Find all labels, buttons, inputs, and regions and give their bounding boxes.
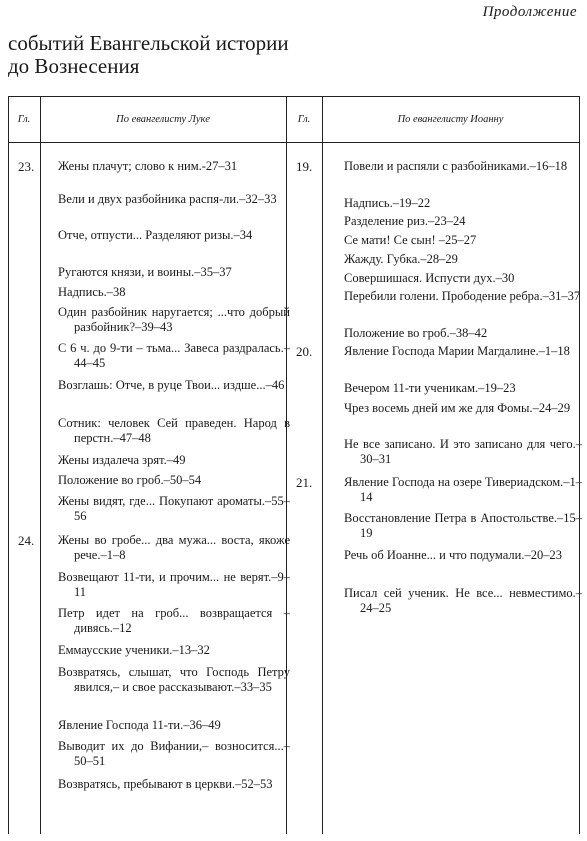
table-divider-ch1 [40, 97, 41, 834]
chapter-number: 24. [18, 533, 35, 548]
luke-entry: Жены издалеча зрят.–49 [58, 453, 186, 467]
luke-entry: Жены видят, где... Покупают ароматы.–55–56 [58, 494, 290, 523]
john-entry: Се мати! Се сын! –25–27 [344, 233, 477, 247]
john-entry: Восстановление Петра в Апостольстве.–15–19 [344, 511, 582, 540]
luke-entry: Отче, отпусти... Разделяют ризы.–34 [58, 228, 253, 242]
chapter-number: 21. [296, 475, 313, 490]
header-chapter-luke: Гл. [17, 114, 31, 125]
john-entry: Речь об Иоанне... и что подумали.–20–23 [344, 548, 562, 562]
john-entry: Совершишася. Испусти дух.–30 [344, 271, 515, 285]
luke-entry: Вели и двух разбойника распя-ли.–32–33 [58, 192, 277, 206]
table-divider-ch2 [322, 97, 323, 834]
header-divider [8, 142, 580, 143]
chapter-number: 23. [18, 159, 35, 174]
luke-entry: Возглашь: Отче, в руце Твои... издше...–46 [58, 378, 285, 392]
table-border-left [8, 97, 9, 834]
heading-line-2: до Вознесения [8, 54, 140, 78]
john-entry: Жажду. Губка.–28–29 [344, 252, 458, 266]
luke-entry: Сотник: человек Сей праведен. Народ в перстн.–47–48 [58, 416, 290, 445]
luke-entry: Положение во гроб.–50–54 [58, 473, 202, 487]
john-entry: Писал сей ученик. Не все... невместимо.–24–25 [344, 586, 582, 615]
chapter-number: 19. [296, 159, 313, 174]
luke-entry: Один разбойник наругается; ...что добрый разбойник?–39–43 [58, 305, 290, 334]
john-entry: Повели и распяли с разбойниками.–16–18 [344, 159, 568, 173]
luke-entry: Еммаусские ученики.–13–32 [58, 643, 210, 657]
luke-entry: Возвратясь, слышат, что Господь Петру явился,– и свое рассказывают.–33–35 [58, 665, 290, 694]
john-entry: Явление Господа Марии Магдалине.–1–18 [344, 344, 570, 358]
luke-entry: Возвещают 11-ти, и прочим... не верят.–9–11 [58, 570, 290, 599]
header-luke: По евангелисту Луке [116, 114, 210, 125]
luke-entry: Жены во гробе... два мужа... воста, якоже рече.–1–8 [58, 533, 290, 562]
john-entry: Чрез восемь дней им же для Фомы.–24–29 [344, 401, 571, 415]
luke-entry: Жены плачут; слово к ним.-27–31 [58, 159, 238, 173]
john-entry: Перебили голени. Прободение ребра.–31–37 [344, 289, 581, 303]
continuation-label: Продолжение [482, 4, 577, 20]
john-entry: Не все записано. И это записано для чего.–30–31 [344, 437, 582, 466]
chapter-number: 20. [296, 344, 313, 359]
heading-line-1: событий Евангельской истории [8, 31, 289, 55]
luke-entry: Явление Господа 11-ти.–36–49 [58, 718, 221, 732]
luke-entry: Выводит их до Вифании,– возносится...–50–51 [58, 739, 290, 768]
header-john: По евангелисту Иоанну [397, 114, 504, 125]
luke-entry: Петр идет на гроб... возвращается – дивясь.–12 [58, 606, 290, 635]
john-entry: Вечером 11-ти ученикам.–19–23 [344, 381, 516, 395]
john-entry: Явление Господа на озере Тивериадском.–1–14 [344, 475, 582, 504]
john-entry: Разделение риз.–23–24 [344, 214, 466, 228]
john-entry: Положение во гроб.–38–42 [344, 326, 488, 340]
header-chapter-john: Гл. [297, 114, 311, 125]
john-entry: Надпись.–19–22 [344, 196, 431, 210]
events-table [8, 96, 580, 834]
luke-entry: С 6 ч. до 9-ти – тьма... Завеса раздралась.–44–45 [58, 341, 290, 370]
page-heading [8, 32, 289, 78]
luke-entry: Возвратясь, пребывают в церкви.–52–53 [58, 777, 273, 791]
luke-entry: Надпись.–38 [58, 285, 126, 299]
luke-entry: Ругаются князи, и воины.–35–37 [58, 265, 232, 279]
